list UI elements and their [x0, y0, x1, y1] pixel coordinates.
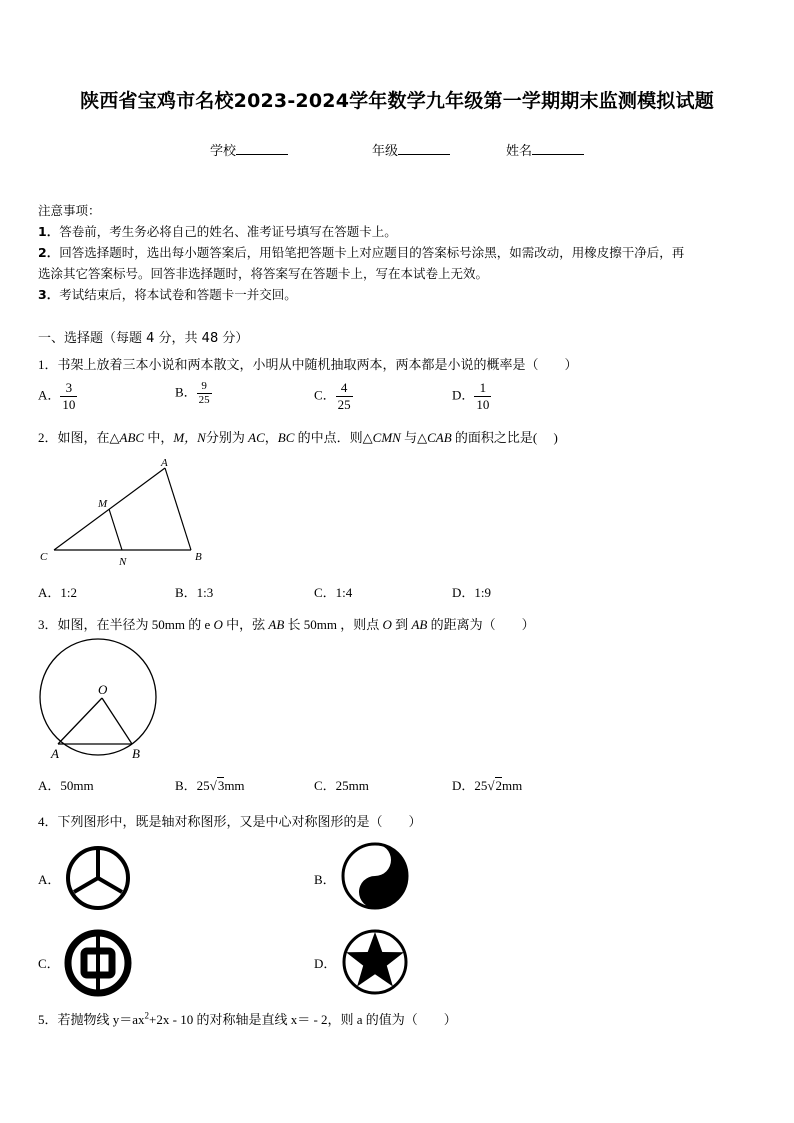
q3-stem: 3．如图，在半径为 50mm 的 e O 中，弦 AB 长 50mm ，则点 O 到 AB 的距离为（ ） [38, 617, 535, 632]
q3-option-c[interactable]: C．25mm [314, 778, 369, 793]
q2-option-d[interactable]: D．1:9 [452, 585, 492, 600]
label-a: A [51, 746, 59, 761]
grade-blank[interactable] [398, 142, 450, 155]
label-a: A [161, 457, 168, 469]
q1-stem: 1．书架上放着三本小说和两本散文，小明从中随机抽取两本，两本都是小说的概率是（ ） [38, 357, 578, 372]
q4-option-c[interactable]: C． [38, 956, 60, 971]
notice-item-2: 2．回答选择题时，选出每小题答案后，用铅笔把答题卡上对应题目的答案标号涂黑，如需改动，用橡皮擦干净后，再 [38, 245, 685, 260]
page-title: 陕西省宝鸡市名校2023-2024学年数学九年级第一学期期末监测模拟试题 [80, 90, 714, 112]
q2-option-a[interactable]: A．1:2 [38, 585, 78, 600]
q4-option-b[interactable]: B． [314, 872, 336, 887]
grade-label: 年级 [372, 144, 399, 159]
label-m: M [98, 498, 108, 510]
q4-option-a[interactable]: A． [38, 872, 61, 887]
q3-option-b[interactable]: B．25√3mm [175, 778, 245, 793]
q1-option-c[interactable]: C． $\frac{4}{25}$ [314, 380, 351, 412]
bank-of-china-logo-icon [63, 928, 133, 998]
school-blank[interactable] [236, 142, 288, 155]
q1-option-d[interactable]: D． $\frac{1}{10}$ [452, 380, 490, 412]
q3-option-d[interactable]: D．25√2mm [452, 778, 523, 793]
notice-item-3: 3．考试结束后，将本试卷和答题卡一并交回。 [38, 287, 297, 302]
label-b: B [132, 746, 140, 761]
grade-field [372, 140, 450, 159]
q3-option-a[interactable]: A．50mm [38, 778, 94, 793]
notice-item-1: 1．答卷前，考生务必将自己的姓名、准考证号填写在答题卡上。 [38, 224, 397, 239]
section-heading: 一、选择题（每题 4 分，共 48 分） [38, 331, 249, 346]
label-c: C [40, 551, 48, 563]
q4-stem: 4．下列图形中，既是轴对称图形，又是中心对称图形的是（ ） [38, 814, 422, 829]
name-label: 姓名 [506, 144, 533, 159]
school-field [210, 140, 288, 159]
triangle-figure [36, 454, 216, 570]
yin-yang-icon [340, 841, 410, 911]
label-b: B [195, 551, 202, 563]
q2-option-c[interactable]: C．1:4 [314, 585, 353, 600]
q1-option-b[interactable]: B． $\frac{9}{25}$ [175, 380, 210, 406]
label-n: N [119, 556, 127, 568]
notice-heading: 注意事项： [38, 203, 101, 218]
name-field [506, 140, 584, 159]
name-blank[interactable] [532, 142, 584, 155]
notice-block [38, 200, 762, 305]
q2-option-b[interactable]: B．1:3 [175, 585, 214, 600]
school-label: 学校 [210, 144, 237, 159]
mercedes-logo-icon [64, 844, 132, 912]
q1-option-a[interactable]: A． $\frac{3}{10}$ [38, 380, 76, 412]
notice-item-2-cont: 选涂其它答案标号。回答非选择题时，将答案写在答题卡上，写在本试卷上无效。 [38, 266, 489, 281]
q2-stem: 2．如图，在△ABC 中，M，N分别为 AC，BC 的中点．则△CMN 与△CAB 的面积之比是( ) [38, 430, 558, 445]
label-o: O [98, 682, 108, 697]
sqrt-2: 2 [495, 778, 503, 793]
q4-option-d[interactable]: D． [314, 956, 337, 971]
sqrt-3: 3 [217, 778, 225, 793]
circle-figure [36, 636, 166, 766]
star-in-circle-icon [340, 927, 410, 997]
q5-stem: 5．若抛物线 $y=ax^2+2x - 10$ 的对称轴是直线 x＝ - 2，则 a 的值为（ ） [38, 1010, 457, 1027]
